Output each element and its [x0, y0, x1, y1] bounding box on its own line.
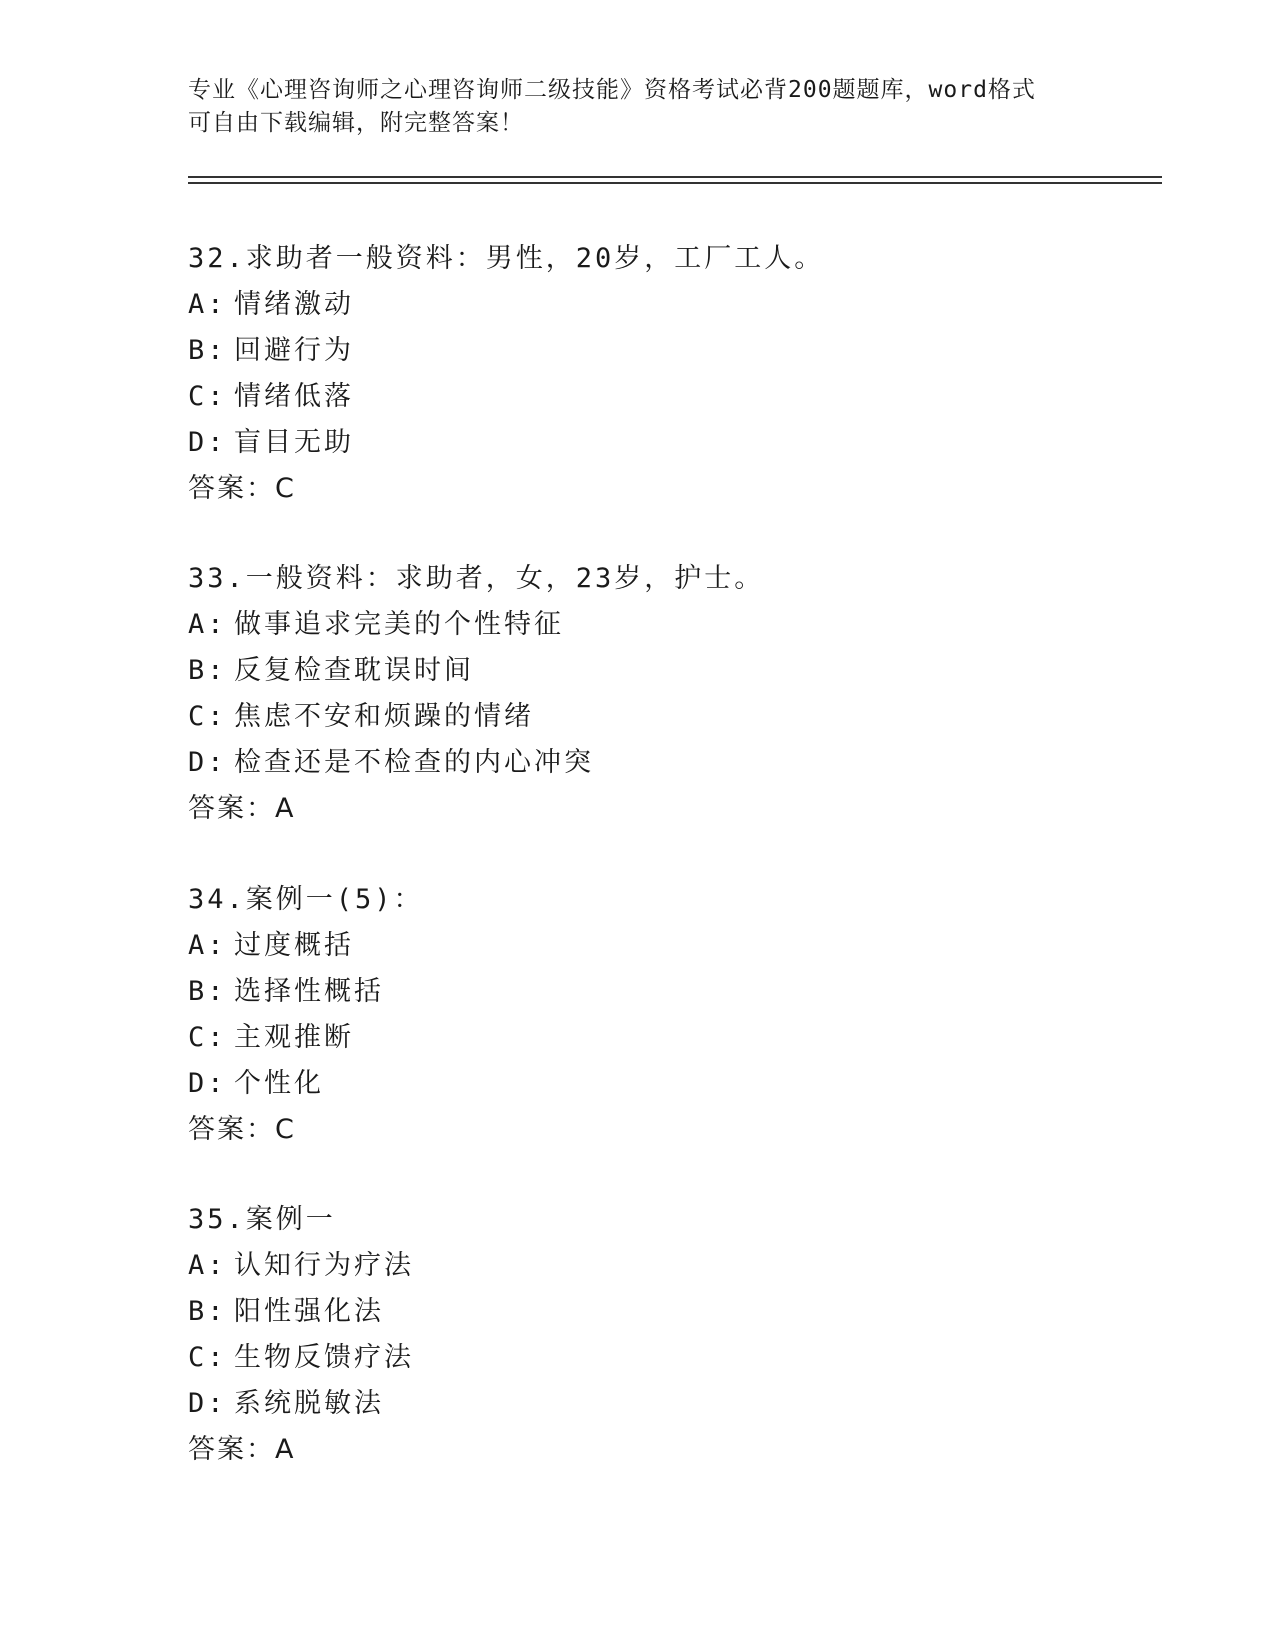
question-stem: 33.一般资料：求助者，女，23岁，护士。 — [188, 563, 765, 594]
option-c — [188, 1015, 1088, 1061]
option-text: 反复检查耽误时间 — [234, 655, 474, 686]
option-a — [188, 602, 1088, 648]
question-block — [188, 556, 1088, 832]
option-letter: B: — [188, 1296, 227, 1327]
question-stem: 34.案例一(5)： — [188, 884, 424, 915]
option-text: 做事追求完美的个性特征 — [234, 609, 564, 640]
option-b — [188, 328, 1088, 374]
option-letter: D: — [188, 747, 227, 778]
question-stem: 35.案例一 — [188, 1204, 336, 1235]
option-c — [188, 374, 1088, 420]
answer-line: 答案：A — [188, 1434, 296, 1465]
option-text: 主观推断 — [234, 1022, 354, 1053]
option-text: 个性化 — [234, 1068, 324, 1099]
option-letter: C: — [188, 381, 227, 412]
header-line-1: 专业《心理咨询师之心理咨询师二级技能》资格考试必背200题题库，word格式 — [188, 77, 1036, 103]
option-letter: B: — [188, 335, 227, 366]
option-a — [188, 923, 1088, 969]
header-line-2: 可自由下载编辑，附完整答案！ — [188, 110, 524, 136]
answer-line: 答案：C — [188, 1114, 296, 1145]
option-d — [188, 740, 1088, 786]
option-letter: D: — [188, 1068, 227, 1099]
option-d — [188, 1061, 1088, 1107]
answer-line: 答案：C — [188, 473, 296, 504]
option-c — [188, 694, 1088, 740]
option-b — [188, 648, 1088, 694]
option-letter: C: — [188, 701, 227, 732]
option-letter: C: — [188, 1342, 227, 1373]
option-text: 情绪激动 — [234, 289, 354, 320]
question-block — [188, 236, 1088, 512]
option-text: 盲目无助 — [234, 427, 354, 458]
option-a — [188, 1243, 1088, 1289]
option-letter: A: — [188, 1250, 227, 1281]
option-letter: A: — [188, 930, 227, 961]
option-text: 检查还是不检查的内心冲突 — [234, 747, 594, 778]
option-text: 回避行为 — [234, 335, 354, 366]
option-text: 焦虑不安和烦躁的情绪 — [234, 701, 534, 732]
header-divider-top — [188, 176, 1162, 178]
option-d — [188, 1381, 1088, 1427]
option-c — [188, 1335, 1088, 1381]
option-text: 生物反馈疗法 — [234, 1342, 414, 1373]
document-header — [188, 74, 1068, 140]
option-text: 认知行为疗法 — [234, 1250, 414, 1281]
option-letter: B: — [188, 655, 227, 686]
question-block — [188, 877, 1088, 1153]
option-text: 阳性强化法 — [234, 1296, 384, 1327]
option-text: 系统脱敏法 — [234, 1388, 384, 1419]
option-letter: A: — [188, 609, 227, 640]
option-letter: D: — [188, 427, 227, 458]
option-letter: B: — [188, 976, 227, 1007]
option-letter: A: — [188, 289, 227, 320]
question-stem: 32.求助者一般资料：男性，20岁，工厂工人。 — [188, 243, 825, 274]
option-b — [188, 969, 1088, 1015]
question-block — [188, 1197, 1088, 1473]
option-letter: D: — [188, 1388, 227, 1419]
option-b — [188, 1289, 1088, 1335]
option-text: 过度概括 — [234, 930, 354, 961]
option-text: 情绪低落 — [234, 381, 354, 412]
option-a — [188, 282, 1088, 328]
header-divider-bottom — [188, 182, 1162, 184]
answer-line: 答案：A — [188, 793, 296, 824]
option-d — [188, 420, 1088, 466]
option-letter: C: — [188, 1022, 227, 1053]
option-text: 选择性概括 — [234, 976, 384, 1007]
